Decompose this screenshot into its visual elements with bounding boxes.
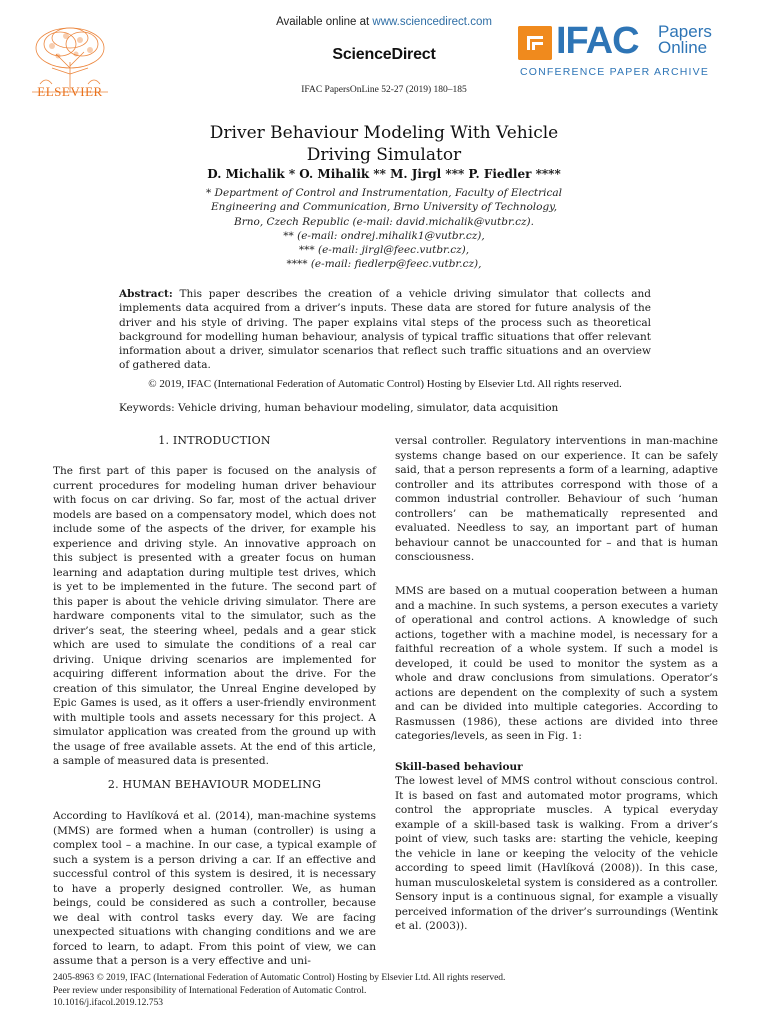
ifac-papers-word: Papers — [658, 22, 712, 41]
affiliation-line: Engineering and Communication, Brno University of Technology, — [210, 201, 558, 214]
footer-notice — [53, 972, 713, 1010]
affiliation-line: ** (e-mail: ondrej.mihalik1@vutbr.cz), — [283, 229, 485, 242]
body-paragraph: versal controller. Regulatory interventions in man-machine systems change based on our experience. It can be safely said, that a person represents a form of a learning, adaptive controller and its attributes correspond with those of a common industrial controller. Behaviour of such ’human controllers’ can be mathematically represented and evaluated. Needless to say, an important part of human behaviour cannot be unaccounted for – and that is human consciousness. — [395, 435, 718, 563]
footer-doi-link[interactable]: 10.1016/j.ifacol.2019.12.753 — [53, 998, 164, 1008]
copyright-notice: © 2019, IFAC (International Federation of Automatic Control) Hosting by Elsevier Ltd. All rights reserved. — [148, 378, 622, 390]
ifac-emblem-icon — [518, 26, 552, 60]
ifac-archive-subtitle: CONFERENCE PAPER ARCHIVE — [520, 66, 710, 78]
affiliation-line: *** (e-mail: jirgl@feec.vutbr.cz), — [298, 244, 470, 257]
section-heading-introduction: 1. INTRODUCTION — [158, 434, 271, 447]
ifac-papers-online — [658, 24, 712, 56]
affiliation-line: **** (e-mail: fiedlerp@feec.vutbr.cz), — [286, 258, 482, 271]
abstract-text: This paper describes the creation of a vehicle driving simulator that collects and implements data acquired from a driver’s inputs. These data are stored for future analysis of the driver and his style of driving. The paper explains vital steps of the process such as theoretical background for modelling human behaviour, analysis of typical traffic situations that offer relevant information about a driver, simulator scenarios that reflect such traffic situations and an overview of gathered data. — [119, 288, 651, 372]
publisher-name: ELSEVIER — [37, 84, 103, 99]
abstract-label: Abstract: — [119, 288, 173, 300]
affiliation-line: Brno, Czech Republic (e-mail: david.michalik@vutbr.cz). — [234, 215, 534, 228]
author-list: D. Michalik * O. Mihalik ** M. Jirgl *** P. Fiedler **** — [207, 167, 561, 181]
affiliations — [0, 186, 768, 272]
ifac-papersonline-logo — [518, 22, 724, 82]
keywords: Keywords: Vehicle driving, human behaviour modeling, simulator, data acquisition — [119, 402, 559, 414]
body-paragraph: MMS are based on a mutual cooperation between a human and a machine. In such systems, a person executes a variety of operational and control actions. A knowledge of such actions, together with a machine model, is necessary for a faithful recreation of a whole system. If such a model is developed, it could be used to monitor the system as a whole and draw conclusions from simulations. Operator’s actions are dependent on the complexity of such a system and can be divided into multiple categories. According to Rasmussen (1986), these actions are divided into three categories/levels, as seen in Fig. 1: — [395, 585, 718, 742]
abstract — [119, 287, 651, 373]
paper-title-line-2: Driving Simulator — [306, 145, 462, 165]
ifac-online-word: Online — [658, 38, 708, 57]
available-prefix: Available online at — [276, 16, 373, 28]
human-behaviour-paragraph: According to Havlíková et al. (2014), man-machine systems (MMS) are formed when a human (controller) is using a complex tool – a machine. In our case, a typical example of such a system is a person driving a car. If an effective and successful control of this system is desired, it is necessary to have a properly designed controller. We, as human beings, could be considered as such a controller, because we deal with control tasks every day. We are facing unexpected situations with changing conditions and we are forced to learn, to adapt. From this point of view, we can assume that a person is a very effective and uni- — [53, 810, 376, 967]
ifac-mark: IFAC — [556, 20, 639, 62]
introduction-paragraph: The first part of this paper is focused on the analysis of current procedures for modeling human driver behaviour with focus on car driving. So far, most of the actual driver models are based on a compensatory model, which does not include some of the aspects of the driver, for example his experience and driving style. An innovative approach on this subject is presented with a greater focus on human learning and adaptation during multiple test drives, which is yet to be implemented in the future. The second part of this paper is about the vehicle driving simulator. There are hardware components vital to the simulator, such as the driver’s seat, the steering wheel, pedals and a gear stick which are used to simulate the conditions of a real car driving. Unique driving scenarios are implemented for acquiring different information about the drive. For the creation of this simulator, the Unreal Engine developed by Epic Games is used, as it offers a user-friendly environment with multiple tools and assets necessary for this project. A simulator application was created from the ground up with the usage of free available assets. At the end of this article, a sample of measured data is presented. — [53, 465, 376, 767]
paper-title-line-1: Driver Behaviour Modeling With Vehicle — [209, 123, 559, 143]
sciencedirect-link[interactable]: www.sciencedirect.com — [372, 16, 492, 28]
footer-peer-review-line: Peer review under responsibility of International Federation of Automatic Control. — [53, 985, 367, 996]
subsection-heading-skill-based: Skill-based behaviour — [395, 761, 523, 773]
footer-issn-line: 2405-8963 © 2019, IFAC (International Federation of Automatic Control) Hosting by Elsevier Ltd. All rights reserved. — [53, 973, 506, 983]
affiliation-line: * Department of Control and Instrumentation, Faculty of Electrical — [205, 187, 563, 199]
paper-title — [0, 122, 768, 166]
journal-reference: IFAC PapersOnLine 52-27 (2019) 180–185 — [301, 85, 467, 95]
sciencedirect-wordmark: ScienceDirect — [332, 46, 436, 63]
skill-based-paragraph: The lowest level of MMS control without conscious control. It is based on fast and automated motor programs, which control the appropriate muscles. A typical everyday example of a skill-based task is walking. From a driver’s point of view, such tasks are: starting the vehicle, keeping the vehicle in lane or keeping the velocity of the vehicle according to speed limit (Havlíková (2008)). In this case, human musculoskeletal system is considered as a controller. Sensory input is a continuous signal, for example a visually perceived information of the driver’s surroundings (Wentink et al. (2003)). — [395, 775, 718, 932]
section-heading-human-behaviour: 2. HUMAN BEHAVIOUR MODELING — [107, 778, 322, 791]
